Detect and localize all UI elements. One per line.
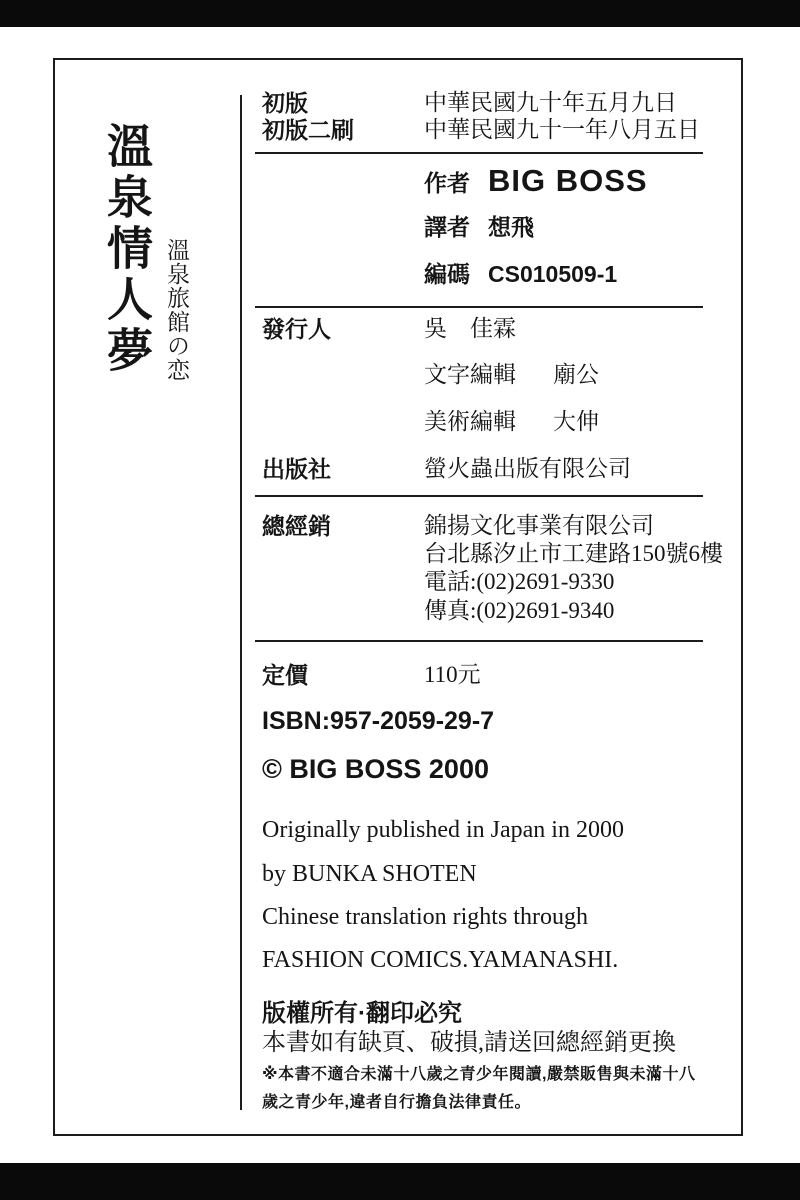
age-restriction-line-1: ※本書不適合未滿十八歲之青少年閱讀,嚴禁販售與未滿十八 bbox=[262, 1066, 696, 1083]
age-restriction-line-2: 歲之青少年,違者自行擔負法律責任。 bbox=[262, 1094, 531, 1111]
book-title-vertical: 溫泉情人夢 bbox=[101, 122, 153, 377]
issuer-name: 吳 佳霖 bbox=[424, 316, 516, 341]
horizontal-rule-4 bbox=[255, 640, 703, 642]
art-editor-name: 大伸 bbox=[553, 409, 599, 434]
rights-reserved-line: 版權所有·翻印必究 bbox=[262, 1000, 462, 1027]
isbn-line: ISBN:957-2059-29-7 bbox=[262, 707, 495, 735]
code-value: CS010509-1 bbox=[488, 261, 618, 287]
distributor-name: 錦揚文化事業有限公司 bbox=[424, 513, 654, 538]
english-line-1: Originally published in Japan in 2000 bbox=[262, 817, 624, 843]
english-line-3: Chinese translation rights through bbox=[262, 904, 588, 930]
replacement-notice-line: 本書如有缺頁、破損,請送回總經銷更換 bbox=[262, 1030, 676, 1056]
distributor-phone: 電話:(02)2691-9330 bbox=[424, 569, 615, 594]
code-label: 編碼 bbox=[424, 261, 470, 287]
bottom-black-bar bbox=[0, 1163, 800, 1200]
author-name: BIG BOSS bbox=[488, 163, 648, 198]
translator-name: 想飛 bbox=[488, 214, 534, 240]
distributor-address: 台北縣汐止市工建路150號6樓 bbox=[424, 541, 723, 566]
text-editor-name: 廟公 bbox=[553, 362, 599, 387]
top-black-bar bbox=[0, 0, 800, 27]
text-editor-label: 文字編輯 bbox=[424, 362, 516, 387]
second-printing-date: 中華民國九十一年八月五日 bbox=[424, 117, 700, 142]
copyright-line: © BIG BOSS 2000 bbox=[262, 754, 489, 784]
author-label: 作者 bbox=[424, 170, 470, 196]
price-value: 110元 bbox=[424, 662, 481, 687]
art-editor-label: 美術編輯 bbox=[424, 409, 516, 434]
price-label: 定價 bbox=[262, 662, 308, 688]
issuer-label: 發行人 bbox=[262, 316, 331, 342]
publisher-label: 出版社 bbox=[262, 456, 331, 482]
horizontal-rule-1 bbox=[255, 152, 703, 154]
horizontal-rule-3 bbox=[255, 495, 703, 497]
horizontal-rule-2 bbox=[255, 306, 703, 308]
first-edition-date: 中華民國九十年五月九日 bbox=[424, 90, 677, 115]
publisher-name: 螢火蟲出版有限公司 bbox=[424, 456, 631, 481]
distributor-label: 總經銷 bbox=[262, 513, 331, 539]
distributor-fax: 傳真:(02)2691-9340 bbox=[424, 598, 615, 623]
english-line-4: FASHION COMICS.YAMANASHI. bbox=[262, 947, 619, 973]
vertical-divider-line bbox=[240, 95, 242, 1110]
original-japanese-title-vertical: 溫泉旅館の恋 bbox=[164, 238, 190, 382]
english-line-2: by BUNKA SHOTEN bbox=[262, 861, 477, 887]
second-printing-label: 初版二刷 bbox=[262, 117, 354, 143]
first-edition-label: 初版 bbox=[262, 90, 308, 116]
translator-label: 譯者 bbox=[424, 214, 470, 240]
